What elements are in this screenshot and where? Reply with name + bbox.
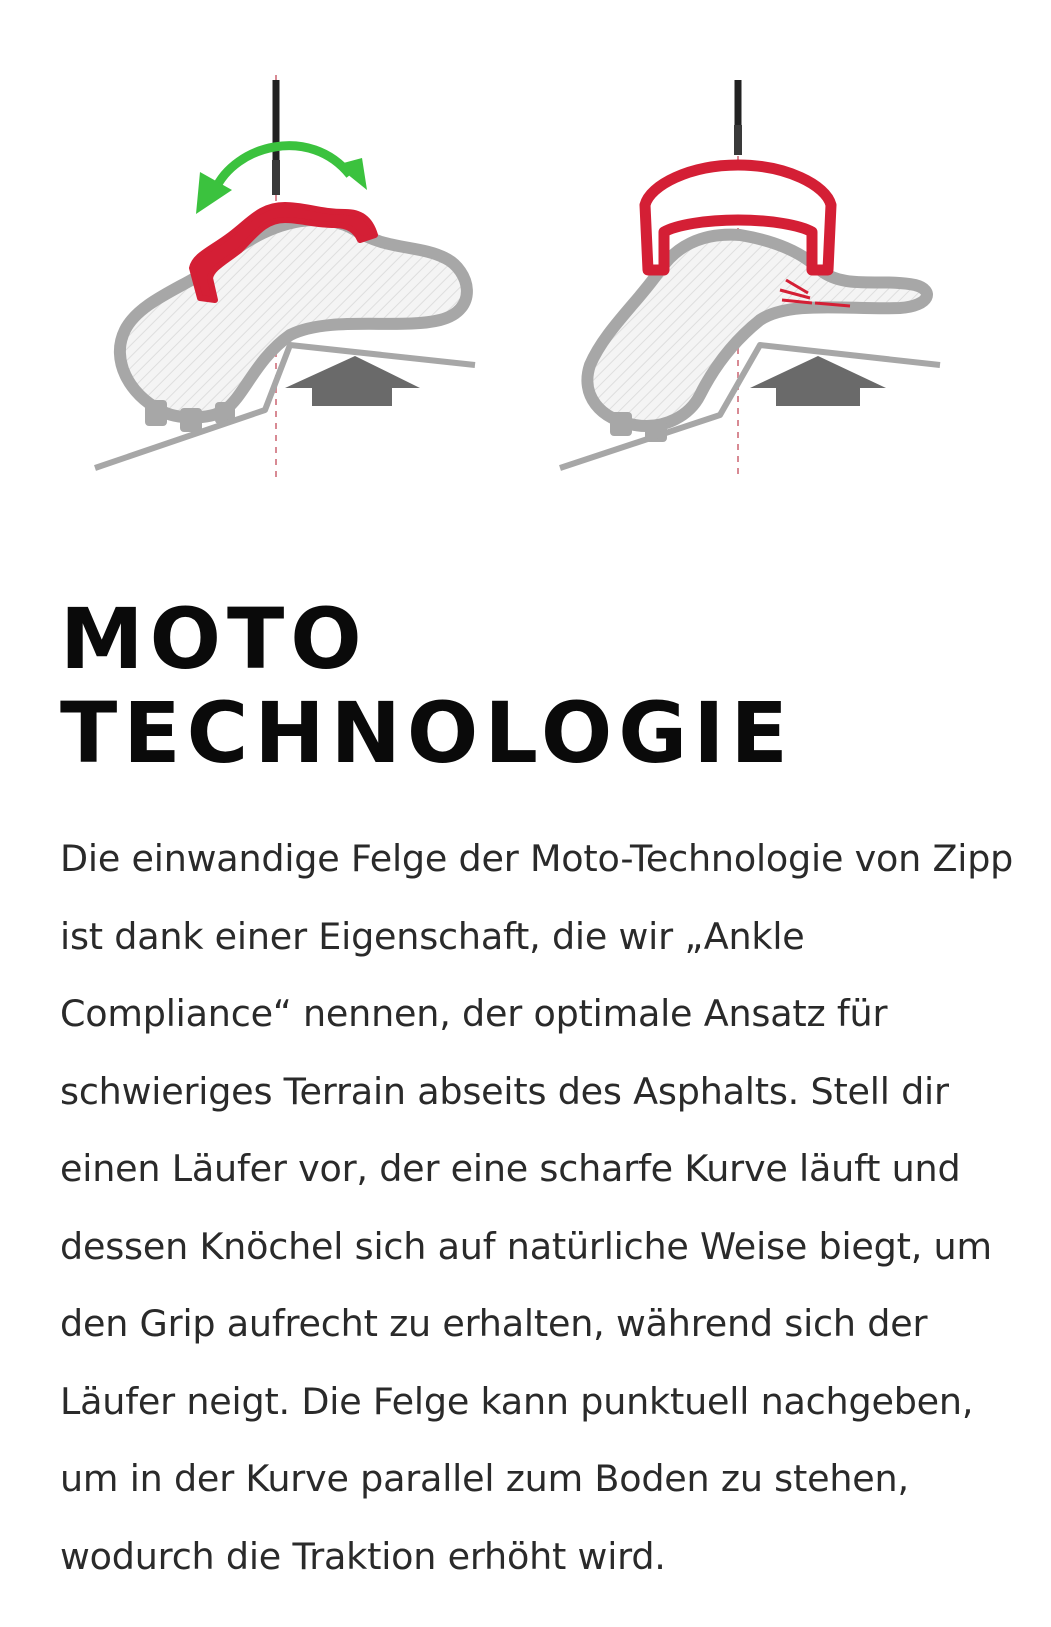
description-paragraph: Die einwandige Felge der Moto-Technologie von Zipp ist dank einer Eigenschaft, die wir „Ankle Compliance“ nennen, der optimale Ansatz für schwieriges Terrain abseits des Asphalts. Stell dir einen Läufer vor, der eine scharfe Kurve läuft und dessen Knöchel sich auf natürliche Weise biegt, um den Grip aufrecht zu erhalten, während sich der Läufer neigt. Die Felge kann punktuell nachgeben, um in der Kurve parallel zum Boden zu stehen, wodurch die Traktion erhöht wird. bbox=[60, 837, 1014, 1578]
title-line-1: MOTO bbox=[60, 590, 368, 688]
left-rotation-arrow bbox=[215, 146, 350, 190]
page-title bbox=[60, 592, 1020, 780]
rim-comparison-illustration bbox=[0, 0, 1051, 540]
left-rim-flex-diagram bbox=[95, 75, 475, 480]
right-rim-rigid-diagram bbox=[560, 80, 940, 480]
left-up-arrow bbox=[285, 356, 420, 406]
right-tire bbox=[587, 235, 927, 426]
title-line-2: TECHNOLOGIE bbox=[60, 684, 794, 782]
right-up-arrow bbox=[750, 356, 886, 406]
